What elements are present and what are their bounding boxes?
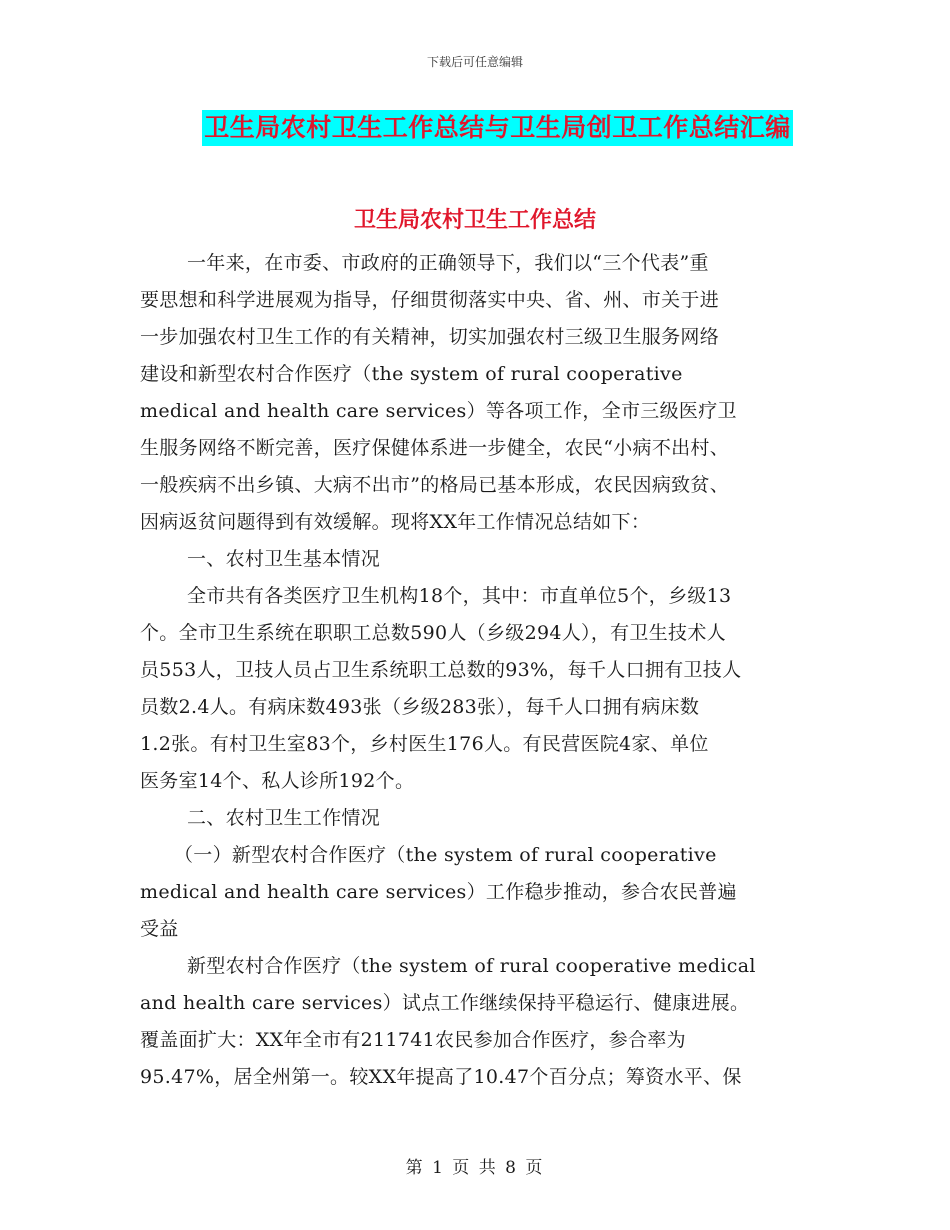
body-line: 95.47%，居全州第一。较XX年提高了10.47个百分点；筹资水平、保 (140, 1066, 742, 1088)
body-line: 要思想和科学进展观为指导，仔细贯彻落实中央、省、州、市关于进 (140, 289, 720, 311)
body-line: 个。全市卫生系统在职职工总数590人（乡级294人），有卫生技术人 (140, 622, 726, 644)
document-main-title: 卫生局农村卫生工作总结与卫生局创卫工作总结汇编 (202, 110, 793, 146)
body-line: 生服务网络不断完善，医疗保健体系进一步健全，农民“小病不出村、 (140, 437, 730, 459)
body-line: 二、农村卫生工作情况 (187, 807, 381, 829)
page-header-note: 下载后可任意编辑 (426, 55, 523, 69)
page-number-footer: 第 1 页 共 8 页 (405, 1158, 545, 1178)
body-line: 建设和新型农村合作医疗（the system of rural cooperative (140, 363, 683, 385)
body-line: 一步加强农村卫生工作的有关精神，切实加强农村三级卫生服务网络 (140, 326, 720, 348)
body-line: 受益 (140, 918, 179, 940)
body-line: medical and health care services）等各项工作，全市三级医疗卫 (140, 400, 737, 422)
body-line: 医务室14个、私人诊所192个。 (140, 770, 415, 792)
body-line: 全市共有各类医疗卫生机构18个，其中：市直单位5个，乡级13 (187, 585, 732, 607)
body-line: 覆盖面扩大：XX年全市有211741农民参加合作医疗，参合率为 (140, 1029, 686, 1051)
body-line: （一）新型农村合作医疗（the system of rural cooperative (174, 844, 717, 866)
main-title-container (0, 110, 950, 146)
body-line: 因病返贫问题得到有效缓解。现将XX年工作情况总结如下： (140, 511, 651, 533)
body-line: 新型农村合作医疗（the system of rural cooperative medical (187, 955, 756, 977)
body-line: 一年来，在市委、市政府的正确领导下，我们以“三个代表”重 (187, 252, 709, 274)
body-line: 一、农村卫生基本情况 (187, 548, 381, 570)
body-line: 一般疾病不出乡镇、大病不出市”的格局已基本形成，农民因病致贫、 (140, 474, 730, 496)
body-line: 员553人，卫技人员占卫生系统职工总数的93%，每千人口拥有卫技人 (140, 659, 742, 681)
document-body (140, 245, 808, 1096)
body-line: and health care services）试点工作继续保持平稳运行、健康进展。 (140, 992, 750, 1014)
section-title: 卫生局农村卫生工作总结 (353, 208, 596, 233)
body-line: medical and health care services）工作稳步推动，参合农民普遍 (140, 881, 737, 903)
body-line: 员数2.4人。有病床数493张（乡级283张），每千人口拥有病床数 (140, 696, 700, 718)
body-line: 1.2张。有村卫生室83个，乡村医生176人。有民营医院4家、单位 (140, 733, 709, 755)
